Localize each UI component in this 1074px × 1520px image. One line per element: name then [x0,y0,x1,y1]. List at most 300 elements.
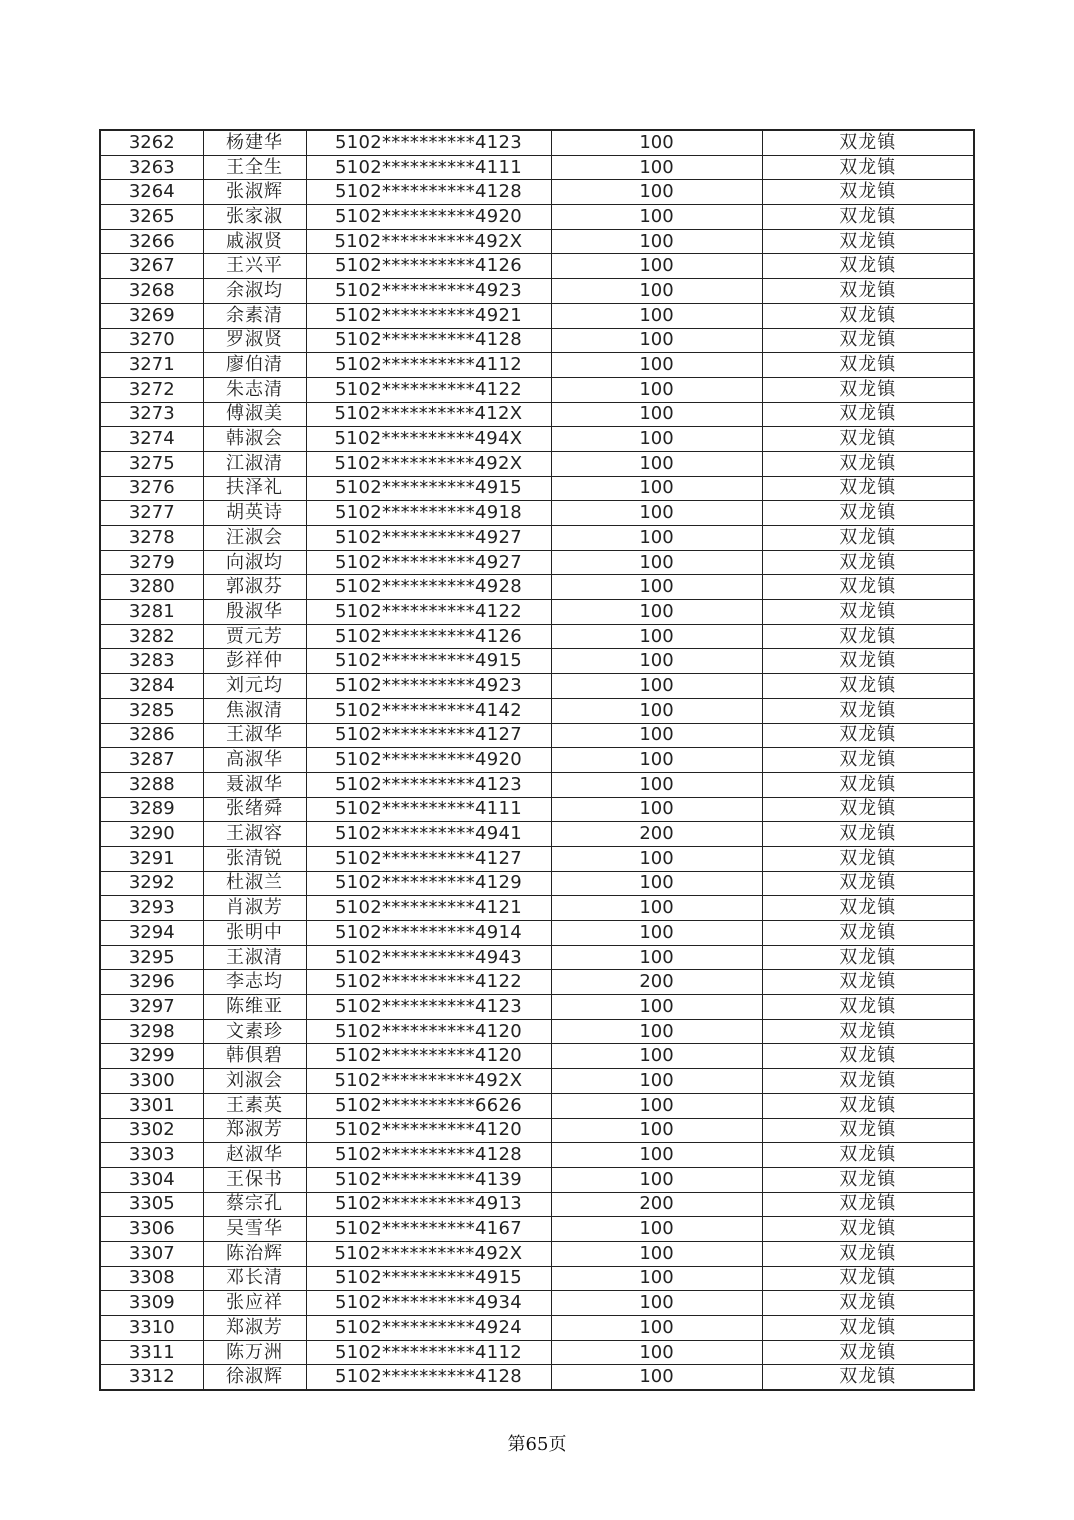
amount-cell: 100 [551,526,762,551]
name-cell: 戚淑贤 [203,229,306,254]
serial-number-cell: 3306 [100,1217,203,1242]
id-number-cell: 5102**********412X [306,402,551,427]
id-number-cell: 5102**********4923 [306,674,551,699]
serial-number-cell: 3284 [100,674,203,699]
amount-cell: 100 [551,501,762,526]
name-cell: 廖伯清 [203,353,306,378]
id-number-cell: 5102**********4927 [306,550,551,575]
id-number-cell: 5102**********4128 [306,1143,551,1168]
amount-cell: 100 [551,921,762,946]
name-cell: 余淑均 [203,279,306,304]
serial-number-cell: 3264 [100,180,203,205]
serial-number-cell: 3272 [100,377,203,402]
town-cell: 双龙镇 [762,921,974,946]
id-number-cell: 5102**********492X [306,451,551,476]
amount-cell: 100 [551,1316,762,1341]
table-row [100,723,974,748]
serial-number-cell: 3265 [100,205,203,230]
amount-cell: 100 [551,1241,762,1266]
id-number-cell: 5102**********4914 [306,921,551,946]
table-row [100,674,974,699]
town-cell: 双龙镇 [762,846,974,871]
amount-cell: 100 [551,995,762,1020]
serial-number-cell: 3309 [100,1291,203,1316]
table-row [100,921,974,946]
serial-number-cell: 3298 [100,1019,203,1044]
id-number-cell: 5102**********4934 [306,1291,551,1316]
serial-number-cell: 3292 [100,871,203,896]
name-cell: 徐淑辉 [203,1365,306,1390]
town-cell: 双龙镇 [762,1241,974,1266]
amount-cell: 100 [551,624,762,649]
amount-cell: 100 [551,945,762,970]
name-cell: 杨建华 [203,130,306,155]
amount-cell: 100 [551,723,762,748]
id-number-cell: 5102**********4111 [306,797,551,822]
table-row [100,1241,974,1266]
town-cell: 双龙镇 [762,1143,974,1168]
name-cell: 余素清 [203,303,306,328]
name-cell: 江淑清 [203,451,306,476]
serial-number-cell: 3289 [100,797,203,822]
name-cell: 王素英 [203,1093,306,1118]
table-row [100,995,974,1020]
name-cell: 彭祥仲 [203,649,306,674]
amount-cell: 100 [551,1167,762,1192]
table-row [100,970,974,995]
name-cell: 邓长清 [203,1266,306,1291]
name-cell: 高淑华 [203,748,306,773]
town-cell: 双龙镇 [762,624,974,649]
id-number-cell: 5102**********4122 [306,970,551,995]
name-cell: 陈治辉 [203,1241,306,1266]
amount-cell: 100 [551,871,762,896]
serial-number-cell: 3294 [100,921,203,946]
town-cell: 双龙镇 [762,575,974,600]
name-cell: 刘元均 [203,674,306,699]
amount-cell: 100 [551,1143,762,1168]
table-row [100,279,974,304]
amount-cell: 100 [551,328,762,353]
table-row [100,1365,974,1390]
serial-number-cell: 3282 [100,624,203,649]
table-row [100,377,974,402]
table-row [100,748,974,773]
table-row [100,698,974,723]
town-cell: 双龙镇 [762,279,974,304]
town-cell: 双龙镇 [762,1365,974,1390]
serial-number-cell: 3291 [100,846,203,871]
name-cell: 张明中 [203,921,306,946]
town-cell: 双龙镇 [762,945,974,970]
town-cell: 双龙镇 [762,822,974,847]
amount-cell: 100 [551,1118,762,1143]
serial-number-cell: 3280 [100,575,203,600]
serial-number-cell: 3277 [100,501,203,526]
amount-cell: 100 [551,451,762,476]
amount-cell: 100 [551,254,762,279]
id-number-cell: 5102**********4123 [306,772,551,797]
amount-cell: 100 [551,279,762,304]
table-row [100,846,974,871]
id-number-cell: 5102**********494X [306,427,551,452]
serial-number-cell: 3278 [100,526,203,551]
name-cell: 王保书 [203,1167,306,1192]
amount-cell: 100 [551,896,762,921]
name-cell: 贾元芳 [203,624,306,649]
town-cell: 双龙镇 [762,970,974,995]
id-number-cell: 5102**********4112 [306,1340,551,1365]
name-cell: 焦淑清 [203,698,306,723]
id-number-cell: 5102**********4120 [306,1019,551,1044]
name-cell: 傅淑美 [203,402,306,427]
serial-number-cell: 3311 [100,1340,203,1365]
town-cell: 双龙镇 [762,1266,974,1291]
serial-number-cell: 3304 [100,1167,203,1192]
id-number-cell: 5102**********4167 [306,1217,551,1242]
town-cell: 双龙镇 [762,1093,974,1118]
serial-number-cell: 3302 [100,1118,203,1143]
name-cell: 张应祥 [203,1291,306,1316]
table-row [100,871,974,896]
table-row [100,896,974,921]
serial-number-cell: 3297 [100,995,203,1020]
name-cell: 扶泽礼 [203,476,306,501]
name-cell: 王淑华 [203,723,306,748]
town-cell: 双龙镇 [762,205,974,230]
town-cell: 双龙镇 [762,600,974,625]
id-number-cell: 5102**********4142 [306,698,551,723]
id-number-cell: 5102**********4120 [306,1044,551,1069]
serial-number-cell: 3293 [100,896,203,921]
amount-cell: 200 [551,1192,762,1217]
id-number-cell: 5102**********4128 [306,328,551,353]
serial-number-cell: 3270 [100,328,203,353]
town-cell: 双龙镇 [762,476,974,501]
name-cell: 朱志清 [203,377,306,402]
amount-cell: 100 [551,377,762,402]
town-cell: 双龙镇 [762,1044,974,1069]
town-cell: 双龙镇 [762,698,974,723]
table-row [100,205,974,230]
town-cell: 双龙镇 [762,451,974,476]
id-number-cell: 5102**********4913 [306,1192,551,1217]
town-cell: 双龙镇 [762,896,974,921]
town-cell: 双龙镇 [762,526,974,551]
serial-number-cell: 3308 [100,1266,203,1291]
name-cell: 王淑清 [203,945,306,970]
id-number-cell: 5102**********4111 [306,155,551,180]
table-row [100,822,974,847]
amount-cell: 100 [551,1069,762,1094]
amount-cell: 100 [551,1340,762,1365]
name-cell: 张绪舜 [203,797,306,822]
town-cell: 双龙镇 [762,1340,974,1365]
town-cell: 双龙镇 [762,229,974,254]
id-number-cell: 5102**********4941 [306,822,551,847]
town-cell: 双龙镇 [762,1167,974,1192]
name-cell: 张清锐 [203,846,306,871]
name-cell: 王兴平 [203,254,306,279]
name-cell: 聂淑华 [203,772,306,797]
table-row [100,1143,974,1168]
id-number-cell: 5102**********4112 [306,353,551,378]
name-cell: 韩淑会 [203,427,306,452]
id-number-cell: 5102**********4923 [306,279,551,304]
id-number-cell: 5102**********4128 [306,1365,551,1390]
id-number-cell: 5102**********4123 [306,995,551,1020]
id-number-cell: 5102**********4120 [306,1118,551,1143]
name-cell: 郭淑芬 [203,575,306,600]
id-number-cell: 5102**********4915 [306,649,551,674]
id-number-cell: 5102**********492X [306,1241,551,1266]
town-cell: 双龙镇 [762,402,974,427]
serial-number-cell: 3286 [100,723,203,748]
amount-cell: 100 [551,427,762,452]
table-row [100,501,974,526]
amount-cell: 100 [551,180,762,205]
id-number-cell: 5102**********4920 [306,205,551,230]
name-cell: 张淑辉 [203,180,306,205]
amount-cell: 100 [551,303,762,328]
serial-number-cell: 3274 [100,427,203,452]
name-cell: 杜淑兰 [203,871,306,896]
id-number-cell: 5102**********4924 [306,1316,551,1341]
id-number-cell: 5102**********4927 [306,526,551,551]
serial-number-cell: 3263 [100,155,203,180]
serial-number-cell: 3307 [100,1241,203,1266]
table-row [100,229,974,254]
amount-cell: 100 [551,1291,762,1316]
name-cell: 文素珍 [203,1019,306,1044]
serial-number-cell: 3303 [100,1143,203,1168]
town-cell: 双龙镇 [762,377,974,402]
table-row [100,550,974,575]
table-row [100,328,974,353]
town-cell: 双龙镇 [762,501,974,526]
id-number-cell: 5102**********4121 [306,896,551,921]
town-cell: 双龙镇 [762,254,974,279]
id-number-cell: 5102**********4139 [306,1167,551,1192]
name-cell: 罗淑贤 [203,328,306,353]
name-cell: 向淑均 [203,550,306,575]
name-cell: 陈万洲 [203,1340,306,1365]
table-row [100,1069,974,1094]
name-cell: 郑淑芳 [203,1118,306,1143]
table-row [100,1316,974,1341]
page-footer [0,1430,1074,1456]
amount-cell: 100 [551,1217,762,1242]
serial-number-cell: 3301 [100,1093,203,1118]
serial-number-cell: 3296 [100,970,203,995]
town-cell: 双龙镇 [762,995,974,1020]
amount-cell: 100 [551,772,762,797]
serial-number-cell: 3262 [100,130,203,155]
serial-number-cell: 3285 [100,698,203,723]
amount-cell: 100 [551,1093,762,1118]
id-number-cell: 5102**********4122 [306,600,551,625]
subsidy-table [99,129,975,1391]
amount-cell: 100 [551,476,762,501]
serial-number-cell: 3305 [100,1192,203,1217]
table-row [100,1340,974,1365]
serial-number-cell: 3267 [100,254,203,279]
id-number-cell: 5102**********4123 [306,130,551,155]
id-number-cell: 5102**********4127 [306,723,551,748]
serial-number-cell: 3295 [100,945,203,970]
name-cell: 郑淑芳 [203,1316,306,1341]
table-row [100,1217,974,1242]
amount-cell: 100 [551,1365,762,1390]
town-cell: 双龙镇 [762,427,974,452]
amount-cell: 100 [551,748,762,773]
table-row [100,402,974,427]
table-row [100,1266,974,1291]
id-number-cell: 5102**********4943 [306,945,551,970]
id-number-cell: 5102**********4127 [306,846,551,871]
serial-number-cell: 3268 [100,279,203,304]
town-cell: 双龙镇 [762,772,974,797]
name-cell: 韩俱碧 [203,1044,306,1069]
town-cell: 双龙镇 [762,649,974,674]
table-row [100,1167,974,1192]
table-row [100,772,974,797]
page-number: 65 [525,1434,549,1455]
amount-cell: 100 [551,846,762,871]
table-row [100,797,974,822]
id-number-cell: 5102**********4126 [306,254,551,279]
table-row [100,303,974,328]
table-row [100,1291,974,1316]
town-cell: 双龙镇 [762,1291,974,1316]
id-number-cell: 5102**********4129 [306,871,551,896]
name-cell: 汪淑会 [203,526,306,551]
amount-cell: 100 [551,1266,762,1291]
amount-cell: 100 [551,600,762,625]
serial-number-cell: 3276 [100,476,203,501]
amount-cell: 200 [551,822,762,847]
town-cell: 双龙镇 [762,674,974,699]
town-cell: 双龙镇 [762,748,974,773]
name-cell: 陈维亚 [203,995,306,1020]
table-row [100,1044,974,1069]
id-number-cell: 5102**********4921 [306,303,551,328]
table-row [100,575,974,600]
id-number-cell: 5102**********492X [306,1069,551,1094]
table-row [100,649,974,674]
table-row [100,1118,974,1143]
serial-number-cell: 3287 [100,748,203,773]
serial-number-cell: 3269 [100,303,203,328]
serial-number-cell: 3275 [100,451,203,476]
serial-number-cell: 3281 [100,600,203,625]
id-number-cell: 5102**********492X [306,229,551,254]
id-number-cell: 5102**********4915 [306,476,551,501]
town-cell: 双龙镇 [762,328,974,353]
table-row [100,1192,974,1217]
amount-cell: 100 [551,1044,762,1069]
amount-cell: 100 [551,550,762,575]
id-number-cell: 5102**********4920 [306,748,551,773]
table-body [100,130,974,1390]
id-number-cell: 5102**********4126 [306,624,551,649]
name-cell: 李志均 [203,970,306,995]
table-row [100,476,974,501]
town-cell: 双龙镇 [762,797,974,822]
serial-number-cell: 3312 [100,1365,203,1390]
page-label-suffix: 页 [548,1434,567,1455]
town-cell: 双龙镇 [762,1217,974,1242]
name-cell: 王淑容 [203,822,306,847]
data-table-container [99,129,973,1391]
town-cell: 双龙镇 [762,1118,974,1143]
town-cell: 双龙镇 [762,353,974,378]
name-cell: 吴雪华 [203,1217,306,1242]
serial-number-cell: 3271 [100,353,203,378]
table-row [100,353,974,378]
serial-number-cell: 3290 [100,822,203,847]
amount-cell: 100 [551,130,762,155]
table-row [100,130,974,155]
page-label-prefix: 第 [507,1434,526,1455]
amount-cell: 100 [551,1019,762,1044]
town-cell: 双龙镇 [762,723,974,748]
town-cell: 双龙镇 [762,303,974,328]
town-cell: 双龙镇 [762,1069,974,1094]
name-cell: 王全生 [203,155,306,180]
town-cell: 双龙镇 [762,155,974,180]
table-row [100,451,974,476]
name-cell: 肖淑芳 [203,896,306,921]
id-number-cell: 5102**********4128 [306,180,551,205]
table-row [100,526,974,551]
table-row [100,180,974,205]
amount-cell: 100 [551,155,762,180]
table-row [100,254,974,279]
name-cell: 张家淑 [203,205,306,230]
amount-cell: 100 [551,402,762,427]
id-number-cell: 5102**********6626 [306,1093,551,1118]
table-row [100,624,974,649]
id-number-cell: 5102**********4915 [306,1266,551,1291]
serial-number-cell: 3299 [100,1044,203,1069]
serial-number-cell: 3300 [100,1069,203,1094]
amount-cell: 100 [551,698,762,723]
serial-number-cell: 3283 [100,649,203,674]
serial-number-cell: 3310 [100,1316,203,1341]
name-cell: 殷淑华 [203,600,306,625]
amount-cell: 100 [551,649,762,674]
town-cell: 双龙镇 [762,1316,974,1341]
name-cell: 胡英诗 [203,501,306,526]
name-cell: 赵淑华 [203,1143,306,1168]
amount-cell: 100 [551,575,762,600]
amount-cell: 100 [551,205,762,230]
amount-cell: 100 [551,674,762,699]
town-cell: 双龙镇 [762,871,974,896]
amount-cell: 100 [551,797,762,822]
town-cell: 双龙镇 [762,550,974,575]
table-row [100,600,974,625]
amount-cell: 200 [551,970,762,995]
table-row [100,945,974,970]
table-row [100,1093,974,1118]
amount-cell: 100 [551,229,762,254]
serial-number-cell: 3273 [100,402,203,427]
town-cell: 双龙镇 [762,1019,974,1044]
table-row [100,155,974,180]
town-cell: 双龙镇 [762,1192,974,1217]
